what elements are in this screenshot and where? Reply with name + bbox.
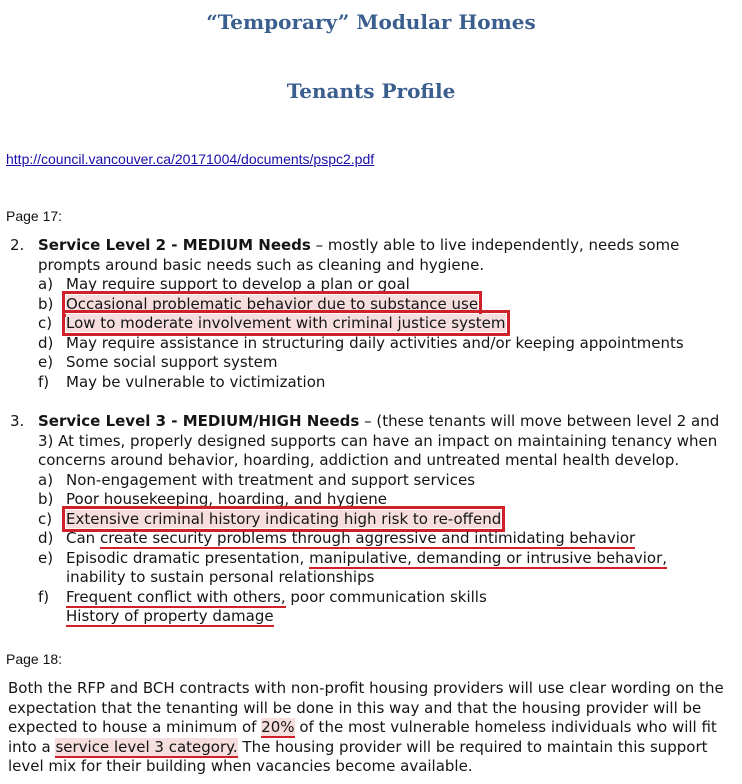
section-heading bbox=[10, 412, 730, 471]
service-level-3-section bbox=[10, 412, 730, 627]
level-2-needs-list bbox=[10, 275, 730, 392]
list-item: f) Frequent conflict with others, poor communication skills bbox=[38, 587, 487, 606]
list-item: d) May require assistance in structuring daily activities and/or keeping appointments bbox=[38, 333, 684, 352]
red-box-highlight: Extensive criminal history indicating high risk to re-offend bbox=[66, 509, 502, 528]
list-item-highlighted: b) Occasional problematic behavior due to substance use bbox=[38, 294, 479, 313]
list-item: e) Some social support system bbox=[38, 353, 278, 371]
red-underline: Frequent conflict with others, bbox=[66, 587, 286, 606]
source-link[interactable]: http://council.vancouver.ca/20171004/documents/pspc2.pdf bbox=[6, 151, 375, 167]
list-item: a) May require support to develop a plan or goal bbox=[38, 275, 410, 293]
red-underline: manipulative, demanding or intrusive behavior, bbox=[309, 548, 667, 567]
red-box-highlight: Occasional problematic behavior due to substance use bbox=[66, 294, 479, 313]
document-subtitle: Tenants Profile bbox=[286, 79, 456, 103]
section-description: – mostly able to live independently, needs some prompts around basic needs such as cleaning and hygiene. bbox=[38, 236, 680, 274]
list-item: d) Can create security problems through aggressive and intimidating behavior bbox=[38, 529, 636, 547]
list-item-continuation: inability to sustain personal relationships bbox=[66, 568, 375, 586]
page-18-label: Page 18: bbox=[6, 651, 63, 667]
section-title: Service Level 3 - MEDIUM/HIGH Needs bbox=[38, 412, 360, 430]
list-item: b) Poor housekeeping, hoarding, and hygiene bbox=[38, 490, 387, 508]
document-title: “Temporary” Modular Homes bbox=[206, 10, 536, 34]
list-item: f) May be vulnerable to victimization bbox=[38, 372, 326, 391]
red-underline-percent: 20% bbox=[261, 718, 295, 736]
list-item: e) Episodic dramatic presentation, manipulative, demanding or intrusive behavior, bbox=[38, 548, 667, 567]
red-underline: History of property damage bbox=[66, 607, 274, 625]
page-18-paragraph: Both the RFP and BCH contracts with non-profit housing providers will use clear wording on the expectation that the tenanting will be done in this way and that the housing provider will be expected to house a minimum of 20% of the most vulnerable homeless individuals who will fit into a service level 3 category. The housing provider will be required to maintain this support level mix for their building when vacancies become available. bbox=[8, 679, 724, 775]
red-box-highlight: Low to moderate involvement with criminal justice system bbox=[66, 314, 506, 332]
list-item-highlighted: c) Low to moderate involvement with criminal justice system bbox=[38, 314, 506, 332]
list-item: a) Non-engagement with treatment and support services bbox=[38, 470, 476, 489]
service-level-2-section bbox=[10, 236, 730, 392]
section-number: 3. bbox=[10, 412, 25, 430]
list-item-continuation bbox=[38, 607, 730, 627]
level-3-needs-list bbox=[10, 471, 730, 627]
section-heading bbox=[10, 236, 730, 275]
section-title: Service Level 2 - MEDIUM Needs bbox=[38, 236, 311, 254]
page-17-label: Page 17: bbox=[6, 208, 63, 224]
red-underline-category: service level 3 category. bbox=[55, 737, 238, 756]
red-underline: create security problems through aggressive and intimidating behavior bbox=[99, 529, 636, 547]
section-number: 2. bbox=[10, 236, 25, 254]
section-description: – (these tenants will move between level 2 and 3) At times, properly designed supports can have an impact on maintaining tenancy when concerns around behavior, hoarding, addiction and untreated mental health develop. bbox=[38, 412, 720, 469]
list-item-highlighted: c) Extensive criminal history indicating high risk to re-offend bbox=[38, 509, 502, 528]
